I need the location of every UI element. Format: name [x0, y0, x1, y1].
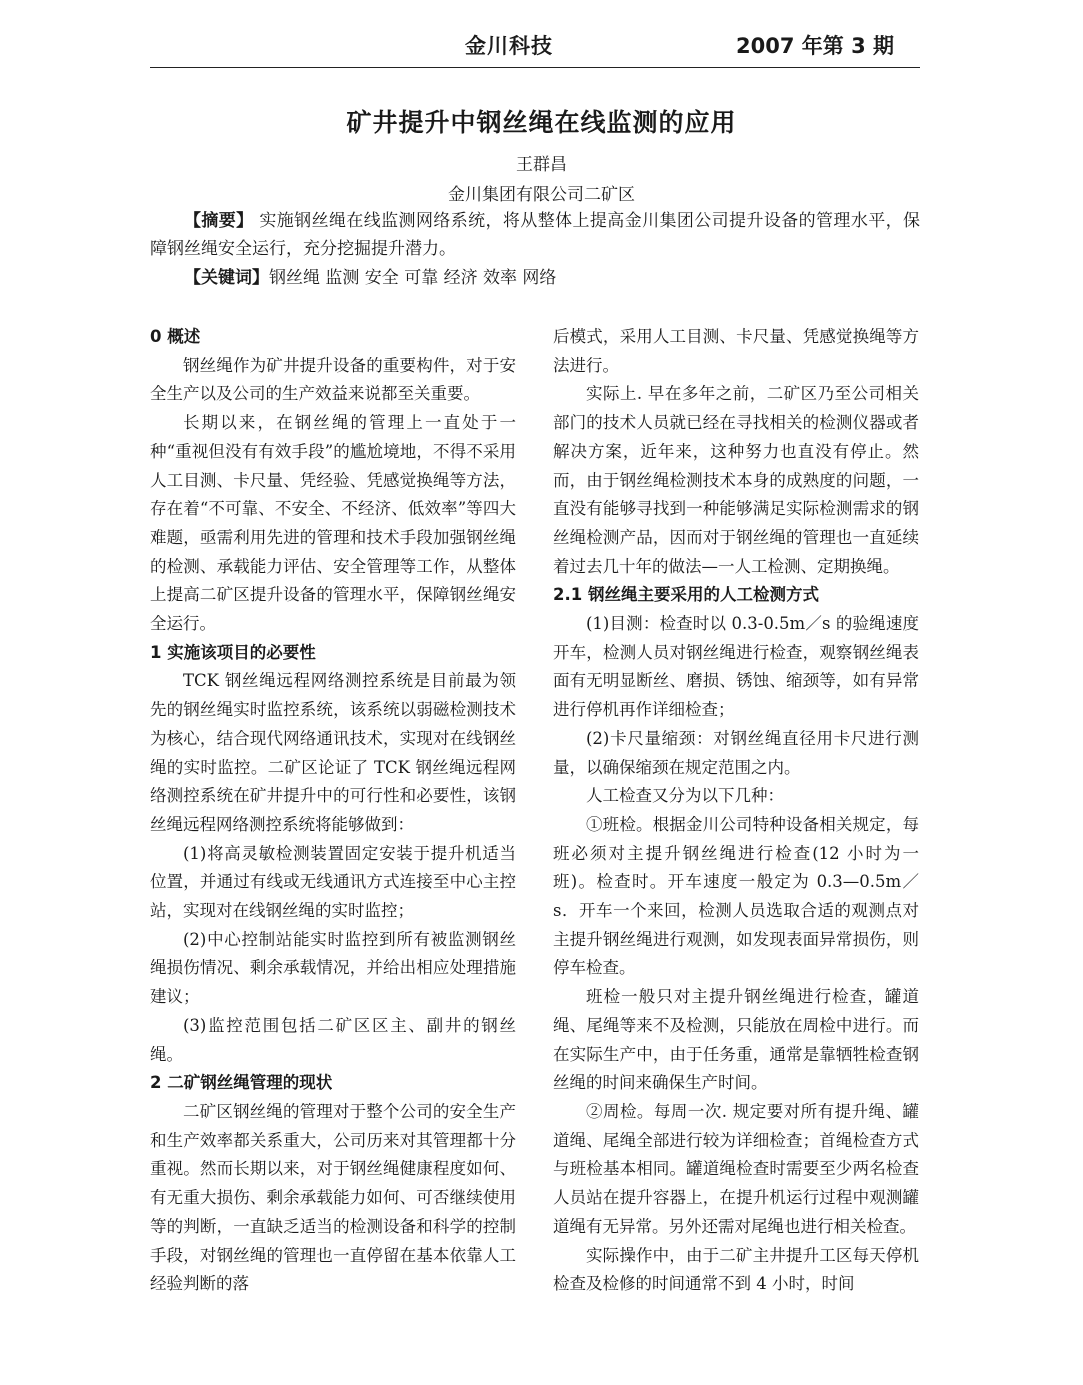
keywords-text: 钢丝绳 监测 安全 可靠 经济 效率 网络: [269, 268, 557, 288]
right-column: [553, 323, 919, 1299]
paragraph: TCK 钢丝绳远程网络测控系统是目前最为领先的钢丝绳实时监控系统，该系统以弱磁检测技术为核心，结合现代网络通讯技术，实现对在线钢丝绳的实时监控。二矿区论证了 TCK 钢丝绳远程网络测控系统在矿井提升中的可行性和必要性，该钢丝绳远程网络测控系统将能够做到：: [150, 671, 516, 834]
paragraph: 钢丝绳作为矿井提升设备的重要构件，对于安全生产以及公司的生产效益来说都至关重要。: [150, 355, 516, 404]
journal-name: 金川科技: [465, 34, 553, 58]
keywords: [150, 264, 920, 292]
running-header: [150, 28, 920, 68]
article-title: 矿井提升中钢丝绳在线监测的应用: [346, 108, 737, 137]
paragraph: 班检一般只对主提升钢丝绳进行检查，罐道绳、尾绳等来不及检测，只能放在周检中进行。而在实际生产中，由于任务重，通常是靠牺牲检查钢丝绳的时间来确保生产时间。: [553, 987, 919, 1093]
paragraph: (1)将高灵敏检测装置固定安装于提升机适当位置，并通过有线或无线通讯方式连接至中心主控站，实现对在线钢丝绳的实时监控；: [150, 843, 516, 921]
author-affiliation: 金川集团有限公司二矿区: [448, 185, 635, 205]
abstract: [150, 207, 920, 263]
paragraph: 人工检查又分为以下几种：: [586, 786, 784, 806]
paragraph: (2)中心控制站能实时监控到所有被监测钢丝绳损伤情况、剩余承载情况，并给出相应处理措施建议；: [150, 929, 516, 1007]
abstract-label: 【摘要】: [184, 211, 254, 231]
paragraph: ②周检。每周一次. 规定要对所有提升绳、罐道绳、尾绳全部进行较为详细检查；首绳检查方式与班检基本相同。罐道绳检查时需要至少两名检查人员站在提升容器上，在提升机运行过程中观测罐道绳有无异常。另外还需对尾绳也进行相关检查。: [553, 1101, 919, 1236]
paragraph-continued: 后模式，采用人工目测、卡尺量、凭感觉换绳等方法进行。: [553, 327, 919, 375]
paragraph: 实际操作中，由于二矿主井提升工区每天停机检查及检修的时间通常不到 4 小时，时间: [553, 1245, 919, 1294]
keywords-label: 【关键词】: [184, 268, 269, 288]
paragraph: 实际上. 早在多年之前，二矿区乃至公司相关部门的技术人员就已经在寻找相关的检测仪器或者解决方案，近年来，这种努力也直没有停止。然而，由于钢丝绳检测技术本身的成熟度的问题，一直没有能够寻找到一种能够满足实际检测需求的钢丝绳检测产品，因而对于钢丝绳的管理也一直延续着过去几十年的做法—一人工检测、定期换绳。: [553, 384, 919, 576]
paragraph: 长期以来，在钢丝绳的管理上一直处于一种“重视但没有有效手段”的尴尬境地，不得不采用人工目测、卡尺量、凭经验、凭感觉换绳等方法，存在着“不可靠、不安全、不经济、低效率”等四大难题，亟需利用先进的管理和技术手段加强钢丝绳的检测、承载能力评估、安全管理等工作，从整体上提高二矿区提升设备的管理水平，保障钢丝绳安全运行。: [150, 413, 516, 634]
section-heading: 2 二矿钢丝绳管理的现状: [150, 1073, 333, 1093]
paragraph: (1)目测：检查时以 0.3-0.5m／s 的验绳速度开车，检测人员对钢丝绳进行检查，观察钢丝绳表面有无明显断丝、磨损、锈蚀、缩颈等，如有异常进行停机再作详细检查；: [553, 614, 919, 720]
left-column: [150, 323, 516, 1299]
section-heading: 1 实施该项目的必要性: [150, 642, 316, 662]
paragraph: ①班检。根据金川公司特种设备相关规定，每班必须对主提升钢丝绳进行检查(12 小时为一班)。检查时。开车速度一般定为 0.3—0.5m／s．开车一个来回，检测人员选取合适的观测点对主提升钢丝绳进行观测，如发现表面异常损伤，则停车检查。: [553, 814, 919, 978]
author-name: 王群昌: [516, 155, 567, 175]
paragraph: (3)监控范围包括二矿区区主、副井的钢丝绳。: [150, 1015, 516, 1064]
paragraph: (2)卡尺量缩颈：对钢丝绳直径用卡尺进行测量，以确保缩颈在规定范围之内。: [553, 728, 919, 777]
section-heading: 0 概述: [150, 327, 201, 346]
section-heading: 2.1 钢丝绳主要采用的人工检测方式: [553, 585, 819, 605]
issue-number: 2007 年第 3 期: [736, 34, 894, 58]
paragraph: 二矿区钢丝绳的管理对于整个公司的安全生产和生产效率都关系重大，公司历来对其管理都十分重视。然而长期以来，对于钢丝绳健康程度如何、有无重大损伤、剩余承载能力如何、可否继续使用等的判断，一直缺乏适当的检测设备和科学的控制手段，对钢丝绳的管理也一直停留在基本依靠人工经验判断的落: [150, 1101, 516, 1294]
abstract-text: 实施钢丝绳在线监测网络系统，将从整体上提高金川集团公司提升设备的管理水平，保障钢丝绳安全运行，充分挖掘提升潜力。: [150, 211, 921, 259]
